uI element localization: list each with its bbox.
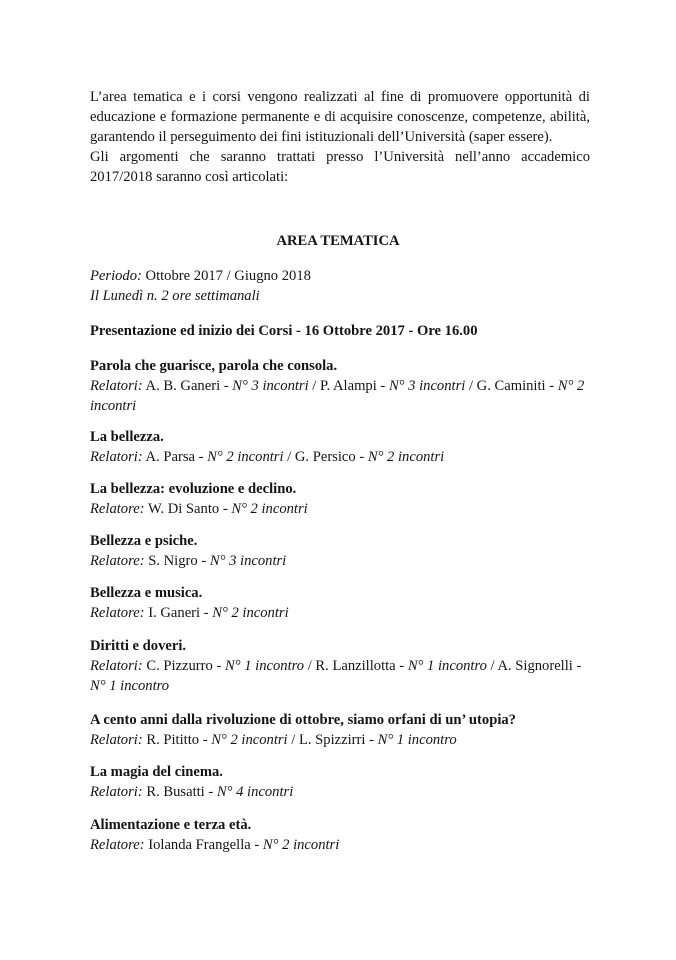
period-line: [90, 266, 590, 286]
course-title: La bellezza.: [90, 429, 164, 445]
meeting-count: N° 4 incontri: [216, 784, 294, 800]
course-item: [90, 427, 590, 467]
course-title: Alimentazione e terza età.: [90, 817, 252, 833]
meeting-count: N° 2 incontri: [90, 378, 585, 414]
meeting-count: N° 1 incontro: [90, 678, 170, 694]
course-speakers: [90, 376, 590, 416]
course-title: Diritti e doveri.: [90, 638, 187, 654]
speaker-name: / R. Lanzillotta -: [304, 658, 408, 674]
course-item: [90, 583, 590, 623]
period-label: Periodo:: [90, 268, 142, 284]
section-heading: AREA TEMATICA: [276, 233, 400, 249]
speaker-name: / L. Spizzirri -: [287, 732, 378, 748]
intro-text: [90, 87, 590, 187]
course-title: Bellezza e psiche.: [90, 533, 198, 549]
speaker-name: W. Di Santo -: [144, 501, 232, 517]
meeting-count: N° 3 incontri: [232, 378, 309, 394]
course-item: [90, 636, 590, 696]
speaker-name: A. Parsa -: [142, 449, 208, 465]
period-schedule: Il Lunedì n. 2 ore settimanali: [90, 288, 260, 304]
speaker-name: A. B. Ganeri -: [142, 378, 233, 394]
period-value: Ottobre 2017 / Giugno 2018: [141, 268, 311, 284]
speaker-name: / G. Persico -: [283, 449, 368, 465]
speakers-label: Relatori:: [90, 784, 143, 800]
speaker-name: R. Pititto -: [142, 732, 212, 748]
speaker-name: / A. Signorelli -: [486, 658, 582, 674]
course-speakers: [90, 730, 590, 750]
period-block: [90, 266, 590, 306]
meeting-count: N° 1 incontro: [377, 732, 457, 748]
meeting-count: N° 2 incontri: [212, 605, 289, 621]
speakers-label: Relatori:: [90, 378, 143, 394]
course-speakers: [90, 656, 590, 696]
course-item: [90, 356, 590, 416]
speaker-name: I. Ganeri -: [144, 605, 213, 621]
speaker-name: S. Nigro -: [144, 553, 210, 569]
speakers-label: Relatore:: [90, 553, 145, 569]
meeting-count: N° 2 incontri: [367, 449, 445, 465]
intro-paragraph-2: Gli argomenti che saranno trattati presso l’Università nell’anno accademico 2017/2018 saranno così articolati:: [90, 149, 590, 185]
meeting-count: N° 1 incontro: [224, 658, 305, 674]
course-title: Bellezza e musica.: [90, 585, 203, 601]
course-speakers: [90, 782, 590, 802]
speaker-name: R. Busatti -: [142, 784, 217, 800]
speakers-label: Relatore:: [90, 837, 145, 853]
meeting-count: N° 3 incontri: [388, 378, 466, 394]
meeting-count: N° 2 incontri: [231, 501, 308, 517]
speakers-label: Relatore:: [90, 605, 145, 621]
course-item: [90, 531, 590, 571]
course-speakers: [90, 499, 590, 519]
course-item: [90, 710, 590, 750]
course-speakers: [90, 603, 590, 623]
course-speakers: [90, 551, 590, 571]
course-title: A cento anni dalla rivoluzione di ottobre, siamo orfani di un’ utopia?: [90, 712, 516, 728]
speaker-name: C. Pizzurro -: [142, 658, 225, 674]
speakers-label: Relatori:: [90, 732, 143, 748]
course-item: [90, 762, 590, 802]
course-title: La bellezza: evoluzione e declino.: [90, 481, 297, 497]
course-speakers: [90, 447, 590, 467]
course-item: [90, 479, 590, 519]
speakers-label: Relatori:: [90, 658, 143, 674]
course-speakers: [90, 835, 590, 855]
speakers-label: Relatore:: [90, 501, 145, 517]
speaker-name: / G. Caminiti -: [465, 378, 558, 394]
speakers-label: Relatori:: [90, 449, 143, 465]
speaker-name: Iolanda Frangella -: [144, 837, 263, 853]
meeting-count: N° 2 incontri: [207, 449, 284, 465]
speaker-name: / P. Alampi -: [308, 378, 389, 394]
course-title: La magia del cinema.: [90, 764, 223, 780]
meeting-count: N° 2 incontri: [211, 732, 288, 748]
intro-paragraph-1: L’area tematica e i corsi vengono realizzati al fine di promuovere opportunità di educazione e formazione permanente e di acquisire conoscenze, competenze, abilità, garantendo il perseguimento dei fini istituzionali dell’Università (saper essere).: [90, 89, 590, 145]
presentation-line: Presentazione ed inizio dei Corsi - 16 Ottobre 2017 - Ore 16.00: [90, 323, 478, 339]
meeting-count: N° 2 incontri: [262, 837, 340, 853]
meeting-count: N° 1 incontro: [407, 658, 487, 674]
meeting-count: N° 3 incontri: [209, 553, 287, 569]
course-title: Parola che guarisce, parola che consola.: [90, 358, 338, 374]
course-item: [90, 815, 590, 855]
